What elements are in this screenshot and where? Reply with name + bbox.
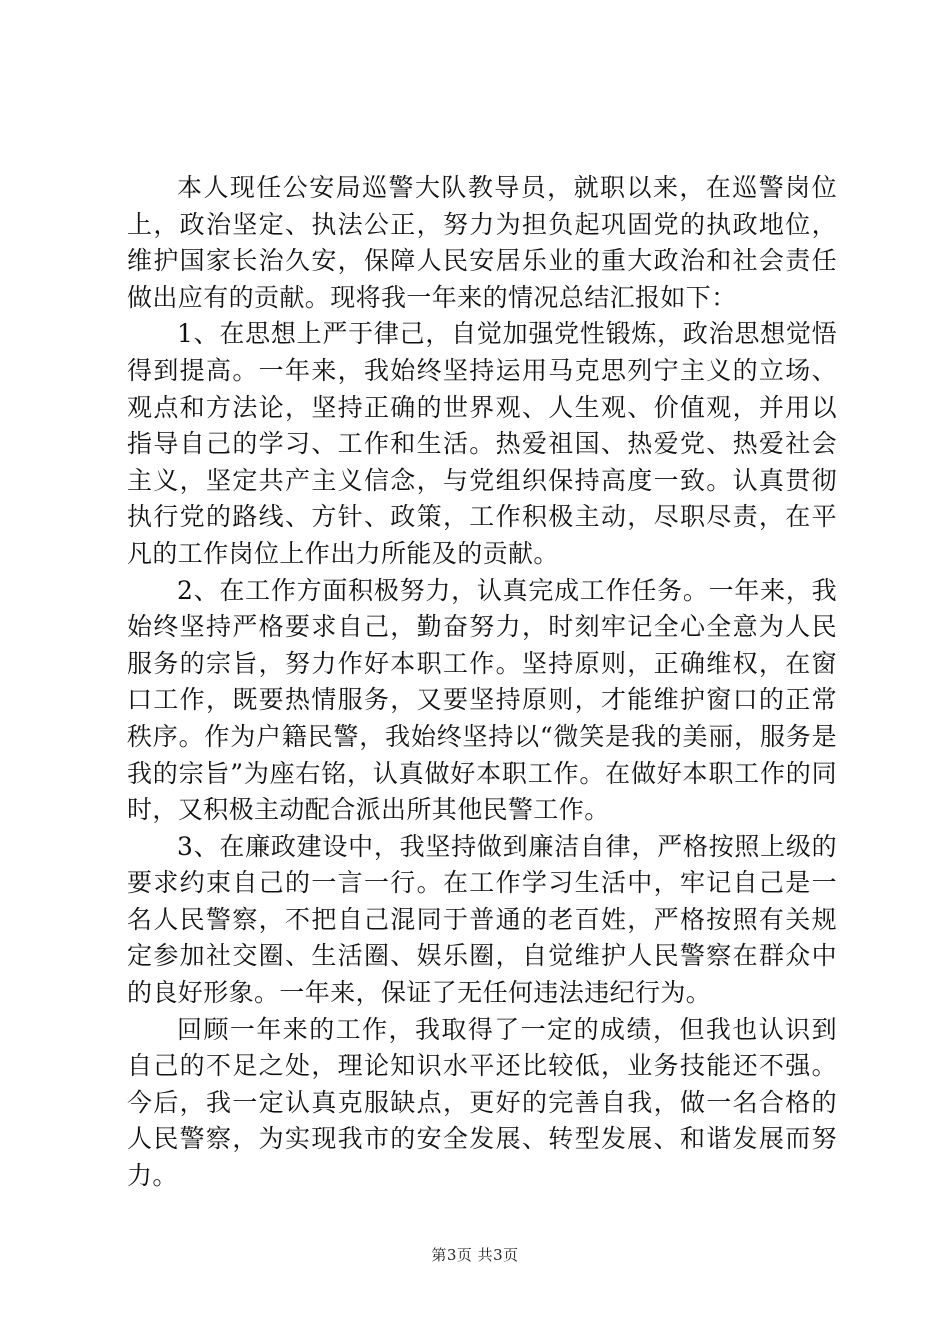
paragraph-item-2: 2、在工作方面积极努力，认真完成工作任务。一年来，我始终坚持严格要求自己，勤奋努力，时刻牢记全心全意为人民服务的宗旨，努力作好本职工作。坚持原则，正确维权，在窗口工作，既要热情服务，又要坚持原则，才能维护窗口的正常秩序。作为户籍民警，我始终坚持以“微笑是我的美丽，服务是我的宗旨”为座右铭，认真做好本职工作。在做好本职工作的同时，又积极主动配合派出所其他民警工作。 bbox=[127, 575, 837, 825]
page-number-footer: 第3页 共3页 bbox=[431, 1246, 519, 1264]
paragraph-item-3: 3、在廉政建设中，我坚持做到廉洁自律，严格按照上级的要求约束自己的一言一行。在工作学习生活中，牢记自己是一名人民警察，不把自己混同于普通的老百姓，严格按照有关规定参加社交圈、生活圈、娱乐圈，自觉维护人民警察在群众中的良好形象。一年来，保证了无任何违法违纪行为。 bbox=[127, 831, 837, 1008]
paragraph-conclusion: 回顾一年来的工作，我取得了一定的成绩，但我也认识到自己的不足之处，理论知识水平还比较低，业务技能还不强。今后，我一定认真克服缺点，更好的完善自我，做一名合格的人民警察，为实现我市的安全发展、转型发展、和谐发展而努力。 bbox=[127, 1014, 837, 1191]
paragraph-intro: 本人现任公安局巡警大队教导员，就职以来，在巡警岗位上，政治坚定、执法公正，努力为担负起巩固党的执政地位，维护国家长治久安，保障人民安居乐业的重大政治和社会责任做出应有的贡献。现将我一年来的情况总结汇报如下： bbox=[127, 173, 837, 312]
document-body bbox=[127, 170, 837, 1195]
paragraph-item-1: 1、在思想上严于律己，自觉加强党性锻炼，政治思想觉悟得到提高。一年来，我始终坚持运用马克思列宁主义的立场、观点和方法论，坚持正确的世界观、人生观、价值观，并用以指导自己的学习、工作和生活。热爱祖国、热爱党、热爱社会主义，坚定共产主义信念，与党组织保持高度一致。认真贯彻执行党的路线、方针、政策，工作积极主动，尽职尽责，在平凡的工作岗位上作出力所能及的贡献。 bbox=[127, 319, 837, 568]
